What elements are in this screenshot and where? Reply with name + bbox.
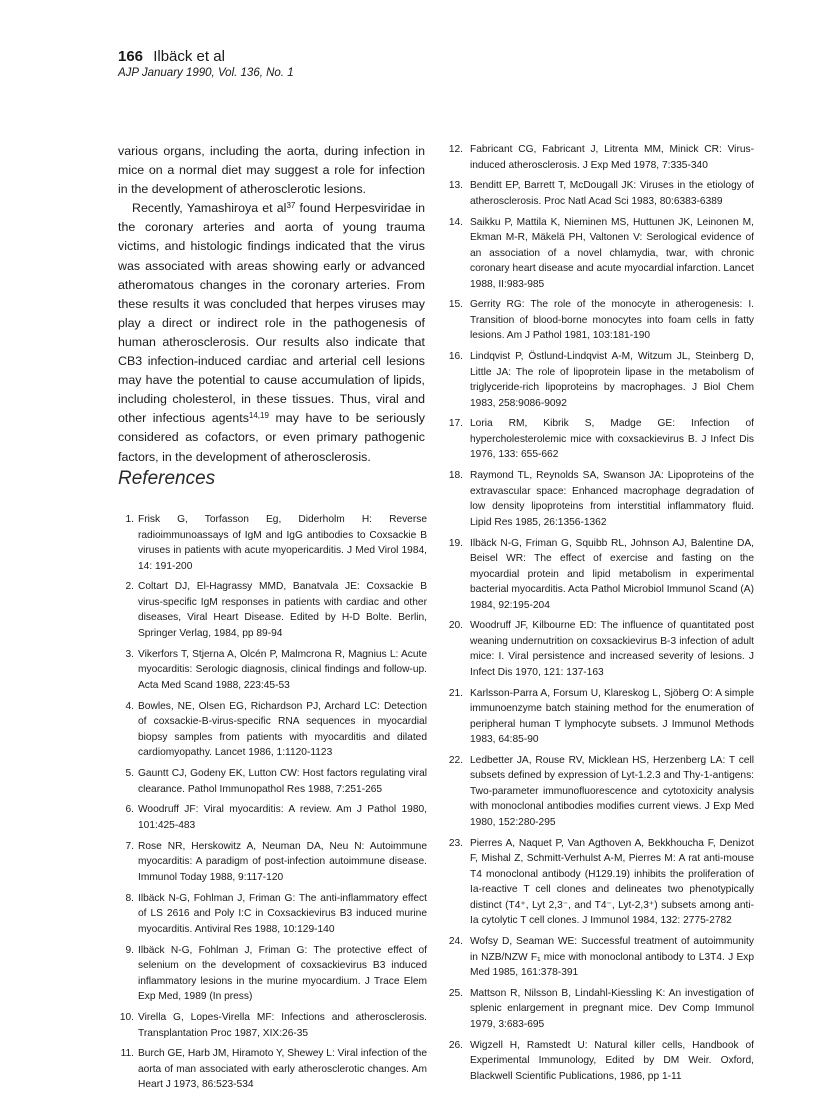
reference-text: Rose NR, Herskowitz A, Neuman DA, Neu N: Autoimmune myocarditis: A paradigm of post-infection autoimmune disease. Immunol Today 1988, 9:117-120 xyxy=(138,840,427,883)
reference-item xyxy=(446,178,754,209)
reference-text: Vikerfors T, Stjerna A, Olcén P, Malmcrona R, Magnius L: Acute myocarditis: Serologic diagnosis, clinical findings and follow-up. Acta Med Scand 1988, 223:45-53 xyxy=(138,648,427,691)
reference-text: Pierres A, Naquet P, Van Agthoven A, Bekkhoucha F, Denizot F, Mishal Z, Schmitt-Verhulst A-M, Pierres M: A rat anti-mouse T4 monoclonal antibody (H129.19) inhibits the proliferation of Ia-reactive T cell clones and delineates two phenotypically distinct (T4⁺, Lyt 2,3⁻, and T4⁻, Lyt-2,3⁺) subsets among anti-Ia cytolytic T cell clones. J Immunol 1984, 132: 2775-2782 xyxy=(470,837,754,927)
paragraph-1: various organs, including the aorta, during infection in mice on a normal diet may suggest a role for infection in the development of atherosclerotic lesions. xyxy=(118,144,425,197)
reference-text: Coltart DJ, El-Hagrassy MMD, Banatvala JE: Coxsackie B virus-specific IgM responses in patients with cardiac and other diseases, Viral Heart Disease. Edited by H-D Bolte. Berlin, Springer Verlag, 1984, pp 89-94 xyxy=(138,581,427,639)
reference-text: Ledbetter JA, Rouse RV, Micklean HS, Herzenberg LA: T cell subsets defined by expression of Lyt-1.2.3 and Thy-1-antigens: Two-parameter immunofluorescence and cytotoxicity analysis with monoclonal antibodies modifies current views. J Exp Med 1980, 152:280-295 xyxy=(470,754,754,828)
reference-number: 12. xyxy=(448,144,463,155)
reference-item xyxy=(446,686,754,748)
reference-item xyxy=(116,891,427,938)
reference-text: Ilbäck N-G, Fohlman J, Friman G: The anti-inflammatory effect of LS 2616 and Poly I:C in Coxsackievirus B3 induced murine myocarditis. Antiviral Res 1988, 10:129-140 xyxy=(138,892,427,935)
reference-text: Karlsson-Parra A, Forsum U, Klareskog L, Sjöberg O: A simple immunoenzyme batch staining method for the enumeration of peripheral human T lymphocyte subsets. J Immunol Methods 1983, 64:85-90 xyxy=(470,687,754,746)
reference-item xyxy=(446,618,754,680)
reference-item xyxy=(446,753,754,831)
reference-number: 5. xyxy=(125,768,134,780)
paragraph-2-text-c: may have to be seriously considered as cofactors, or even primary pathogenic factors, in the development of atherosclerosis. xyxy=(118,411,425,464)
reference-number: 7. xyxy=(125,840,134,852)
reference-number: 8. xyxy=(125,892,134,904)
reference-item xyxy=(446,349,754,411)
reference-list xyxy=(116,512,427,1093)
reference-number: 14. xyxy=(448,216,463,228)
reference-item xyxy=(116,802,427,833)
reference-item xyxy=(116,579,427,641)
reference-item xyxy=(446,836,754,929)
reference-item xyxy=(116,1046,427,1093)
reference-item xyxy=(446,215,754,293)
reference-text: Gerrity RG: The role of the monocyte in atherogenesis: I. Transition of blood-borne monocytes into foam cells in fatty lesions. Am J Pathol 1981, 103:181-190 xyxy=(470,299,754,342)
reference-number: 25. xyxy=(448,987,463,999)
reference-text: Fabricant CG, Fabricant J, Litrenta MM, Minick CR: Virus-induced atherosclerosis. J Exp Med 1978, 7:335-340 xyxy=(470,144,754,171)
paragraph-2-text-a: Recently, Yamashiroya et al xyxy=(132,201,287,216)
reference-number: 22. xyxy=(448,754,463,766)
reference-text: Wigzell H, Ramstedt U: Natural killer cells, Handbook of Experimental Immunology, Edited by DM Weir. Oxford, Blackwell Scientific Publications, 1986, pp 1-11 xyxy=(470,1039,754,1082)
reference-number: 17. xyxy=(448,418,463,430)
body-text xyxy=(118,142,425,467)
reference-number: 18. xyxy=(448,470,463,482)
reference-number: 20. xyxy=(448,620,463,632)
reference-text: Gauntt CJ, Godeny EK, Lutton CW: Host factors regulating viral clearance. Pathol Immunopathol Res 1988, 7:251-265 xyxy=(138,768,427,795)
reference-list xyxy=(446,142,754,1084)
reference-text: Ilbäck N-G, Fohlman J, Friman G: The protective effect of selenium on the development of coxsackievirus B3 induced inflammatory lesions in the murine myocardium. J Trace Elem Exp Med, 1989 (In press) xyxy=(138,944,427,1003)
reference-text: Mattson R, Nilsson B, Lindahl-Kiessling K: An investigation of splenic enlargement in pregnant mice. Dev Comp Immunol 1979, 3:683-695 xyxy=(470,987,754,1030)
reference-item xyxy=(446,297,754,344)
paragraph-2-text-b: found Herpesviridae in the coronary arteries and aorta of young trauma victims, and histologic findings indicated that the virus was associated with areas showing early or advanced atheromatous changes in the coronary arteries. From these results it was concluded that herpes viruses may play a direct or indirect role in the pathogenesis of human atherosclerosis. Our results also indicate that CB3 infection-induced cardiac and arterial cell lesions may have the potential to cause accumulation of lipids, including cholesterol, in these tissues. Thus, viral and other infectious agents xyxy=(118,201,425,426)
reference-item xyxy=(446,142,754,173)
reference-number: 9. xyxy=(125,944,134,956)
reference-text: Loria RM, Kibrik S, Madge GE: Infection of hypercholesterolemic mice with coxsackievirus B. J Infect Dis 1976, 133: 655-662 xyxy=(470,418,754,461)
references-left-column xyxy=(116,512,427,1098)
reference-item xyxy=(116,943,427,1005)
citation-superscript: 14,19 xyxy=(248,411,269,421)
reference-item xyxy=(446,986,754,1033)
reference-text: Raymond TL, Reynolds SA, Swanson JA: Lipoproteins of the extravascular space: Enhanced macrophage degradation of low density lipoproteins from interstitial inflammatory fluid. Lipid Res 1985, 26:1356-1362 xyxy=(470,470,754,528)
reference-item xyxy=(116,1010,427,1041)
reference-text: Woodruff JF, Kilbourne ED: The influence of quantitated post weaning undernutrition on coxsackievirus B-3 infection of adult mice: I. Viral persistence and increased severity of lesions. J Infect Dis 1970, 121: 137-163 xyxy=(470,620,754,678)
reference-text: Saikku P, Mattila K, Nieminen MS, Huttunen JK, Leinonen M, Ekman M-R, Mäkelä PH, Valtonen V: Serological evidence of an association of a novel chlamydia, twar, with chronic coronary heart disease and acute myocardial infarction. Lancet 1988, II:983-985 xyxy=(470,216,754,290)
reference-item xyxy=(446,468,754,530)
reference-text: Burch GE, Harb JM, Hiramoto Y, Shewey L: Viral infection of the aorta of man associated with early atherosclerotic changes. Am Heart J 1973, 86:523-534 xyxy=(138,1048,427,1091)
reference-text: Bowles, NE, Olsen EG, Richardson PJ, Archard LC: Detection of coxsackie-B-virus-specific RNA sequences in myocardial biopsy samples from patients with myocarditis and dilated cardiomyopathy. Lancet 1986, 1:1120-1123 xyxy=(138,700,427,759)
reference-text: Lindqvist P, Östlund-Lindqvist A-M, Witzum JL, Steinberg D, Little JA: The role of lipoprotein lipase in the metabolism of triglyceride-rich lipoproteins by macrophages. J Biol Chem 1983, 258:9086-9092 xyxy=(470,351,754,409)
references-right-column xyxy=(446,142,754,1089)
reference-number: 10. xyxy=(119,1012,134,1024)
reference-number: 13. xyxy=(448,180,463,192)
page-number: 166 xyxy=(118,48,144,65)
reference-item xyxy=(116,512,427,574)
citation-superscript: 37 xyxy=(286,201,296,211)
reference-item xyxy=(116,839,427,886)
reference-item xyxy=(116,699,427,761)
running-header xyxy=(118,48,294,81)
reference-text: Frisk G, Torfasson Eg, Diderholm H: Reverse radioimmunoassays of IgM and IgG antibodies to Coxsackie B viruses in patients with acute myopericarditis. J Med Virol 1984, 14: 191-200 xyxy=(138,514,427,572)
reference-text: Benditt EP, Barrett T, McDougall JK: Viruses in the etiology of atherosclerosis. Proc Natl Acad Sci 1983, 80:6383-6389 xyxy=(470,180,754,207)
reference-item xyxy=(446,934,754,981)
reference-number: 19. xyxy=(448,537,463,549)
reference-number: 4. xyxy=(125,700,134,712)
reference-text: Wofsy D, Seaman WE: Successful treatment of autoimmunity in NZB/NZW F₁ mice with monoclonal antibody to L3T4. J Exp Med 1985, 161:378-391 xyxy=(470,936,754,979)
reference-number: 1. xyxy=(125,514,134,525)
paragraph-2 xyxy=(118,199,425,466)
reference-item xyxy=(116,647,427,694)
reference-item xyxy=(446,536,754,614)
reference-number: 26. xyxy=(448,1039,463,1051)
reference-number: 15. xyxy=(448,299,463,311)
reference-number: 24. xyxy=(448,936,463,948)
reference-item xyxy=(446,1038,754,1085)
reference-number: 23. xyxy=(448,837,463,849)
journal-citation: AJP January 1990, Vol. 136, No. 1 xyxy=(118,67,294,79)
reference-number: 2. xyxy=(125,581,134,593)
header-authors: Ilbäck et al xyxy=(153,48,225,65)
reference-text: Ilbäck N-G, Friman G, Squibb RL, Johnson AJ, Balentine DA, Beisel WR: The effect of exercise and fasting on the myocardial protein and lipid metabolism in experimental bacterial myocarditis. Acta Pathol Microbiol Immunol Scand (A) 1984, 92:195-204 xyxy=(470,537,754,611)
reference-number: 11. xyxy=(120,1048,134,1060)
reference-number: 16. xyxy=(448,351,463,363)
reference-item xyxy=(116,766,427,797)
reference-number: 21. xyxy=(448,687,463,699)
reference-item xyxy=(446,416,754,463)
reference-text: Virella G, Lopes-Virella MF: Infections and atherosclerosis. Transplantation Proc 1987, XIX:26-35 xyxy=(138,1012,427,1039)
reference-text: Woodruff JF: Viral myocarditis: A review. Am J Pathol 1980, 101:425-483 xyxy=(138,804,427,831)
reference-number: 3. xyxy=(125,648,134,660)
reference-number: 6. xyxy=(125,804,134,816)
references-heading: References xyxy=(118,468,216,489)
